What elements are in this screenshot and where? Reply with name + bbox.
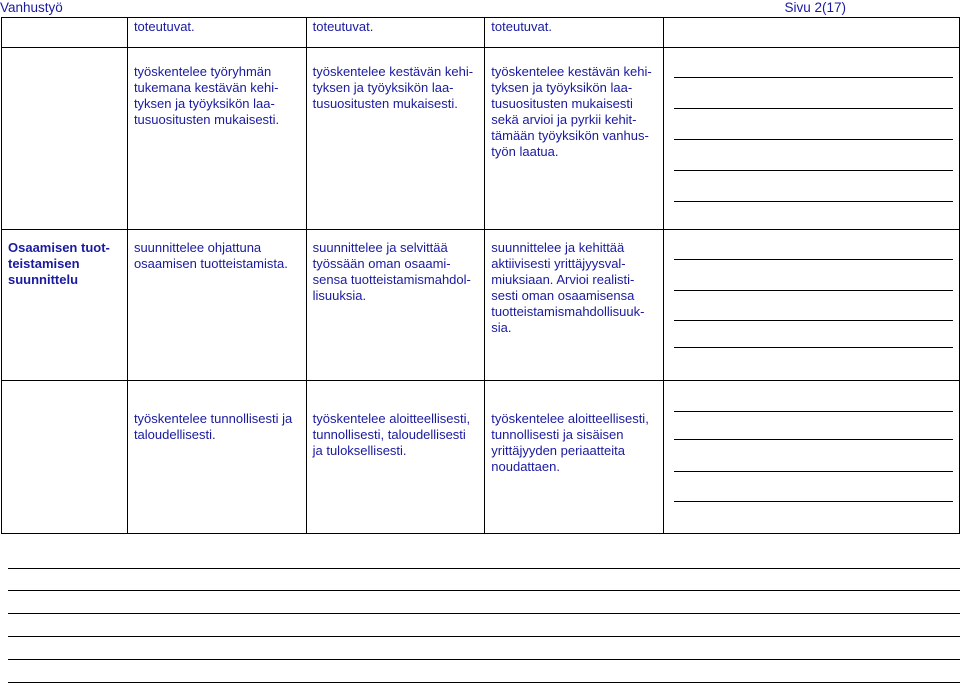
table-row	[2, 18, 960, 48]
writing-line	[674, 139, 953, 140]
writing-line	[8, 613, 960, 614]
writing-line	[674, 77, 953, 78]
writing-line	[8, 659, 960, 660]
criteria-cell-good	[306, 48, 485, 230]
row-label-cell	[2, 230, 128, 381]
writing-line	[674, 320, 953, 321]
writing-line	[674, 290, 953, 291]
criteria-cell-excellent	[485, 18, 664, 48]
assessment-table	[1, 17, 960, 534]
row-label	[8, 381, 121, 411]
writing-line	[674, 439, 953, 440]
criteria-text: toteutuvat.	[133, 19, 195, 34]
writing-line	[674, 347, 953, 348]
criteria-cell-excellent	[485, 381, 664, 534]
criteria-text: työskentelee kestävän kehi-tyksen ja työyksikön laa-tusuositusten mukaisesti sekä arvioi ja pyrkii kehit-tämään työyksikön vanhus-työn laatua.	[491, 64, 652, 159]
writing-line	[674, 259, 953, 260]
criteria-text: toteutuvat.	[312, 19, 374, 34]
writing-line	[674, 170, 953, 171]
criteria-cell-excellent	[485, 230, 664, 381]
writing-line	[8, 590, 960, 591]
criteria-cell-satisfactory	[127, 48, 306, 230]
notes-cell	[663, 381, 959, 534]
criteria-text: työskentelee aloitteellisesti, tunnollisesti, taloudellisesti ja tuloksellisesti.	[312, 411, 471, 458]
criteria-text: suunnittelee ohjattuna osaamisen tuotteistamista.	[133, 240, 288, 271]
page-header	[0, 0, 960, 17]
criteria-text: työskentelee kestävän kehi-tyksen ja työyksikön laa-tusuositusten mukaisesti.	[312, 64, 474, 111]
writing-area	[8, 540, 960, 685]
writing-line	[674, 471, 953, 472]
table-row	[2, 48, 960, 230]
criteria-cell-satisfactory	[127, 381, 306, 534]
criteria-text: työskentelee aloitteellisesti, tunnollisesti ja sisäisen yrittäjyyden periaatteita noudattaen.	[491, 411, 649, 474]
criteria-cell-good	[306, 18, 485, 48]
writing-line	[674, 108, 953, 109]
row-label-cell	[2, 48, 128, 230]
document-title: Vanhustyö	[0, 0, 63, 15]
criteria-cell-excellent	[485, 48, 664, 230]
writing-line	[674, 411, 953, 412]
notes-cell	[663, 18, 959, 48]
criteria-cell-satisfactory	[127, 18, 306, 48]
row-label	[8, 48, 121, 64]
table-row	[2, 381, 960, 534]
criteria-text: työskentelee tunnollisesti ja taloudellisesti.	[133, 411, 293, 442]
row-label-cell	[2, 381, 128, 534]
writing-line	[8, 636, 960, 637]
notes-cell	[663, 230, 959, 381]
criteria-text: suunnittelee ja kehittää aktiivisesti yrittäjyysval-miuksiaan. Arvioi realisti-sesti oman osaamisensa tuotteistamismahdollisuuk-sia.	[491, 240, 645, 335]
writing-line	[8, 682, 960, 683]
notes-cell	[663, 48, 959, 230]
row-label-cell	[2, 18, 128, 48]
writing-line	[674, 201, 953, 202]
criteria-cell-good	[306, 381, 485, 534]
criteria-cell-satisfactory	[127, 230, 306, 381]
row-label: Osaamisen tuot-teistamisen suunnittelu	[8, 240, 110, 287]
writing-line	[674, 501, 953, 502]
criteria-text: toteutuvat.	[491, 19, 552, 34]
table-row	[2, 230, 960, 381]
row-label	[8, 18, 121, 19]
criteria-cell-good	[306, 230, 485, 381]
criteria-text: työskentelee työryhmän tukemana kestävän kehi-tyksen ja työyksikön laa-tusuositusten mukaisesti.	[133, 64, 280, 127]
criteria-text: suunnittelee ja selvittää työssään oman osaami-sensa tuotteistamismahdol-lisuuksia.	[312, 240, 471, 303]
page-number: Sivu 2(17)	[784, 0, 846, 15]
writing-line	[8, 568, 960, 569]
